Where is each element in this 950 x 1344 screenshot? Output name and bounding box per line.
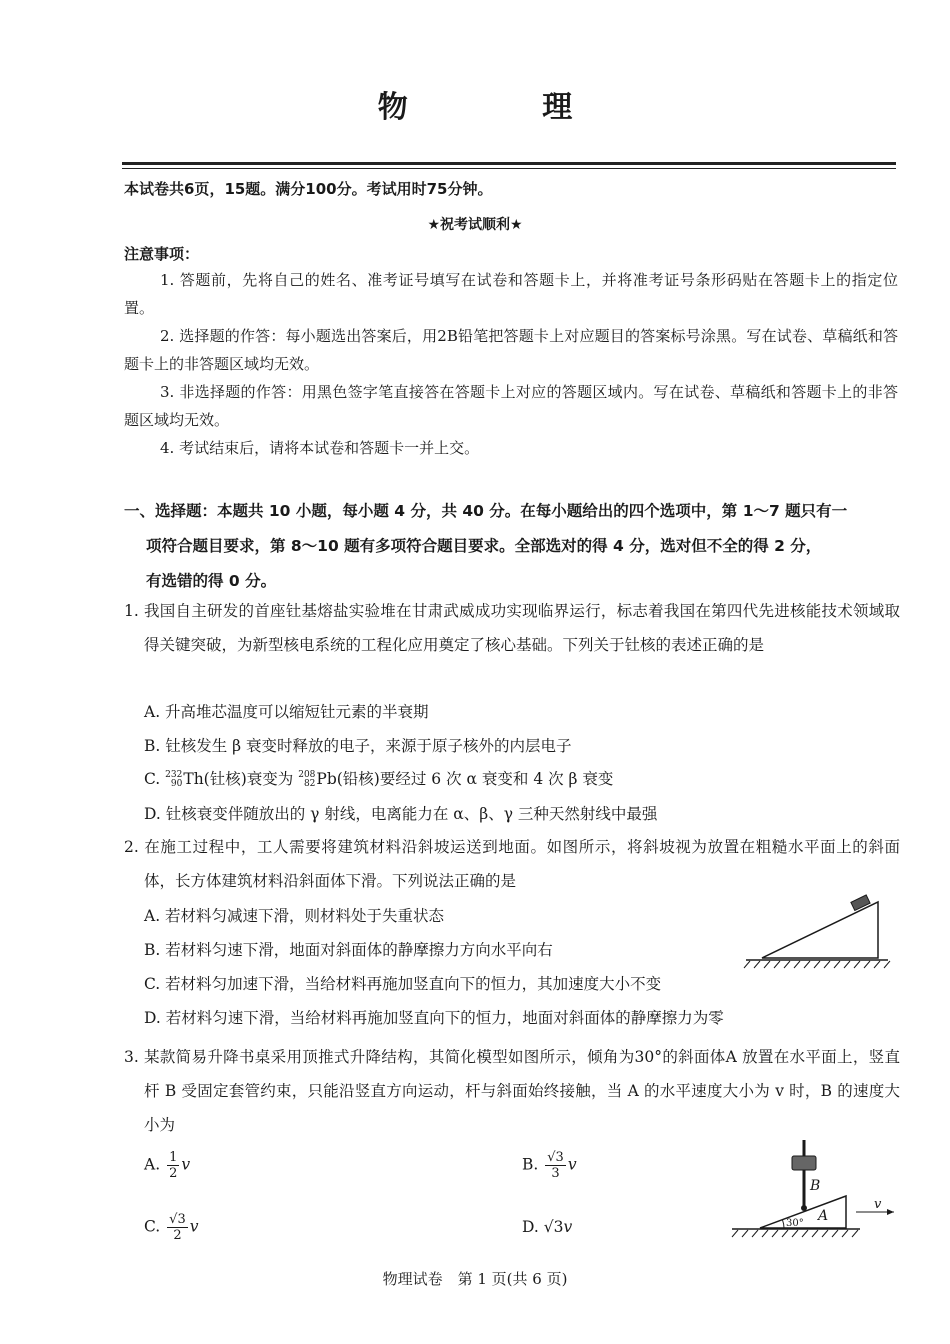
q2-option-a: A. 若材料匀减速下滑，则材料处于失重状态 bbox=[144, 907, 445, 925]
velocity-arrow-icon bbox=[887, 1209, 894, 1215]
header-rule-thick bbox=[122, 162, 896, 165]
lift-desk-figure bbox=[728, 1136, 900, 1242]
q3-option-b-numerator: √3 bbox=[547, 1150, 564, 1165]
q1-option-c-post: Pb(铅核)要经过 6 次 α 衰变和 4 次 β 衰变 bbox=[316, 770, 614, 788]
good-luck-banner: ★祝考试顺利★ bbox=[427, 217, 523, 233]
q3-option-c-fraction bbox=[167, 1212, 188, 1243]
section-1-instructions bbox=[124, 494, 898, 599]
q3-option-a-label: A. bbox=[144, 1155, 161, 1174]
thorium-mass-number: 232 bbox=[165, 770, 183, 780]
q3-option-d-value: √3 bbox=[543, 1218, 564, 1236]
q3-option-a-fraction bbox=[167, 1150, 179, 1181]
q3-option-b-denominator: 3 bbox=[551, 1166, 560, 1181]
q1-option-a: A. 升高堆芯温度可以缩短钍元素的半衰期 bbox=[144, 703, 429, 721]
notice-title: 注意事项： bbox=[124, 245, 200, 263]
q3-option-b-label: B. bbox=[522, 1155, 539, 1174]
section-1-line-2: 项符合题目要求，第 8～10 题有多项符合题目要求。全部选对的得 4 分，选对但不全的得 2 分， bbox=[146, 537, 822, 555]
q3-option-a bbox=[144, 1150, 190, 1181]
question-3-stem: 3. 某款简易升降书桌采用顶推式升降结构，其简化模型如图所示，倾角为30°的斜面体A 放置在水平面上，竖直杆 B 受固定套管约束，只能沿竖直方向运动，杆与斜面始终接触，当 A 的水平速度大小为 v 时，B 的速度大小为 bbox=[124, 1048, 900, 1134]
question-3 bbox=[124, 1040, 900, 1142]
thorium-nuclide bbox=[165, 771, 182, 789]
q3-option-c-numerator: √3 bbox=[169, 1212, 186, 1227]
page-footer: 物理试卷 第 1 页(共 6 页) bbox=[382, 1270, 568, 1288]
notice-list bbox=[124, 266, 898, 462]
q2-option-d: D. 若材料匀速下滑，当给材料再施加竖直向下的恒力，地面对斜面体的静摩擦力为零 bbox=[144, 1009, 724, 1027]
notice-item-2: 2. 选择题的作答：每小题选出答案后，用2B铅笔把答题卡上对应题目的答案标号涂黑。写在试卷、草稿纸和答题卡上的非答题区域均无效。 bbox=[124, 327, 898, 373]
page-title: 物 理 bbox=[377, 90, 635, 125]
question-2-stem: 2. 在施工过程中，工人需要将建筑材料沿斜坡运送到地面。如图所示，将斜坡视为放置在粗糙水平面上的斜面体，长方体建筑材料沿斜面体下滑。下列说法正确的是 bbox=[124, 838, 900, 890]
question-1-stem: 1. 我国自主研发的首座钍基熔盐实验堆在甘肃武威成功实现临界运行，标志着我国在第四代先进核能技术领域取得关键突破，为新型核电系统的工程化应用奠定了核心基础。下列关于钍核的表述正确的是 bbox=[124, 602, 900, 654]
q3-option-a-var: v bbox=[181, 1155, 191, 1174]
q1-option-d: D. 钍核衰变伴随放出的 γ 射线，电离能力在 α、β、γ 三种天然射线中最强 bbox=[144, 805, 658, 823]
q3-option-b-var: v bbox=[567, 1155, 577, 1174]
q3-option-b bbox=[522, 1150, 577, 1181]
q3-option-c bbox=[144, 1212, 199, 1243]
q1-option-c-mid: Th(钍核)衰变为 bbox=[183, 770, 294, 788]
q1-option-b: B. 钍核发生 β 衰变时释放的电子，来源于原子核外的内层电子 bbox=[144, 737, 572, 755]
q3-option-d-label: D. bbox=[522, 1218, 539, 1236]
notice-item-3: 3. 非选择题的作答：用黑色签字笔直接答在答题卡上对应的答题区域内。写在试卷、草稿纸和答题卡上的非答题区域均无效。 bbox=[124, 383, 898, 429]
fig-label-a: A bbox=[818, 1208, 829, 1224]
fig-label-b: B bbox=[810, 1178, 821, 1194]
q3-option-a-denominator: 2 bbox=[169, 1166, 178, 1181]
header-rule-thin bbox=[122, 168, 896, 169]
thorium-atomic-number: 90 bbox=[170, 779, 183, 789]
lead-atomic-number: 82 bbox=[303, 779, 316, 789]
notice-item-4: 4. 考试结束后，请将本试卷和答题卡一并上交。 bbox=[160, 439, 480, 457]
fig-label-v: v bbox=[874, 1197, 882, 1212]
q3-option-a-numerator: 1 bbox=[169, 1150, 178, 1165]
q3-option-d bbox=[522, 1218, 572, 1236]
section-1-line-1: 一、选择题：本题共 10 小题，每小题 4 分，共 40 分。在每小题给出的四个选项中，第 1～7 题只有一 bbox=[124, 502, 848, 520]
exam-info: 本试卷共6页，15题。满分100分。考试用时75分钟。 bbox=[124, 180, 493, 198]
q3-option-d-var: v bbox=[563, 1218, 573, 1236]
notice-item-1: 1. 答题前，先将自己的姓名、准考证号填写在试卷和答题卡上，并将准考证号条形码贴在答题卡上的指定位置。 bbox=[124, 271, 898, 317]
lead-mass-number: 208 bbox=[298, 770, 316, 780]
incline-figure bbox=[740, 888, 900, 976]
q3-option-b-fraction bbox=[545, 1150, 566, 1181]
q3-option-c-var: v bbox=[189, 1217, 199, 1236]
q2-option-b: B. 若材料匀速下滑，地面对斜面体的静摩擦力方向水平向右 bbox=[144, 941, 553, 959]
q3-option-c-denominator: 2 bbox=[173, 1228, 182, 1243]
section-1-line-3: 有选错的得 0 分。 bbox=[146, 572, 277, 590]
fig-label-angle: 30° bbox=[786, 1218, 804, 1229]
q3-option-c-label: C. bbox=[144, 1217, 161, 1236]
q1-option-c-label: C. bbox=[144, 770, 161, 788]
q1-option-c bbox=[144, 767, 613, 789]
question-1 bbox=[124, 594, 900, 662]
q2-option-c: C. 若材料匀加速下滑，当给材料再施加竖直向下的恒力，其加速度大小不变 bbox=[144, 975, 662, 993]
lead-nuclide bbox=[298, 771, 315, 789]
